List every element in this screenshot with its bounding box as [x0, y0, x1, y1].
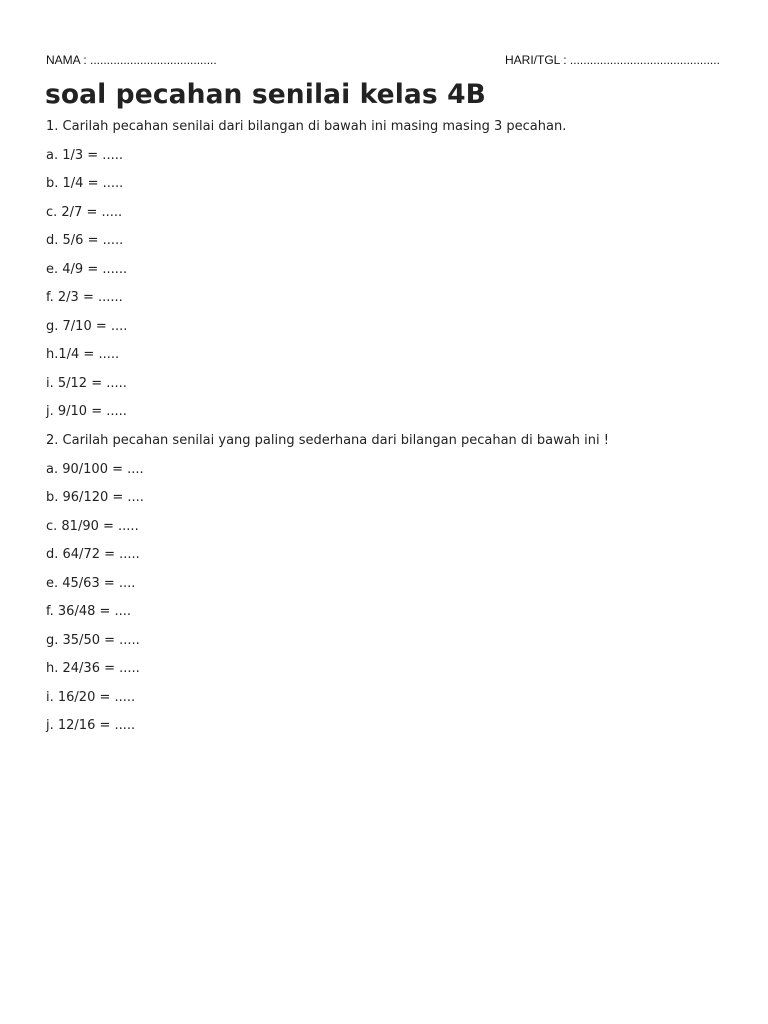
question-2-text: 2. Carilah pecahan senilai yang paling sederhana dari bilangan pecahan di bawah ini ! — [46, 433, 609, 449]
name-field-label: NAMA : ...................................... — [46, 53, 217, 67]
question-1-item-a: a. 1/3 = ..... — [46, 147, 123, 163]
question-2-item-g: g. 35/50 = ..... — [46, 632, 140, 648]
page-title: soal pecahan senilai kelas 4B — [45, 79, 486, 110]
question-2-item-i: i. 16/20 = ..... — [46, 689, 136, 705]
date-field-label: HARI/TGL : ............................................. — [505, 53, 720, 67]
worksheet-content — [46, 117, 746, 745]
question-1-item-b: b. 1/4 = ..... — [46, 176, 124, 192]
question-2-item-e: e. 45/63 = .... — [46, 575, 136, 591]
header-fields — [46, 53, 736, 71]
question-2-item-j: j. 12/16 = ..... — [46, 718, 136, 734]
question-1-item-f: f. 2/3 = ...... — [46, 290, 123, 306]
question-1-item-h: h.1/4 = ..... — [46, 347, 120, 363]
question-1-item-c: c. 2/7 = ..... — [46, 204, 123, 220]
question-1-text: 1. Carilah pecahan senilai dari bilangan di bawah ini masing masing 3 pecahan. — [46, 119, 567, 134]
question-2-item-b: b. 96/120 = .... — [46, 490, 144, 506]
question-1-item-e: e. 4/9 = ...... — [46, 261, 128, 277]
question-2-item-h: h. 24/36 = ..... — [46, 661, 140, 677]
question-1-item-j: j. 9/10 = ..... — [46, 404, 127, 420]
question-1-item-g: g. 7/10 = .... — [46, 318, 128, 334]
question-2-item-d: d. 64/72 = ..... — [46, 547, 140, 563]
question-1-item-d: d. 5/6 = ..... — [46, 233, 124, 249]
question-2-item-f: f. 36/48 = .... — [46, 604, 132, 620]
question-2-item-c: c. 81/90 = ..... — [46, 518, 139, 534]
question-1-item-i: i. 5/12 = ..... — [46, 375, 127, 391]
question-2-item-a: a. 90/100 = .... — [46, 461, 144, 477]
